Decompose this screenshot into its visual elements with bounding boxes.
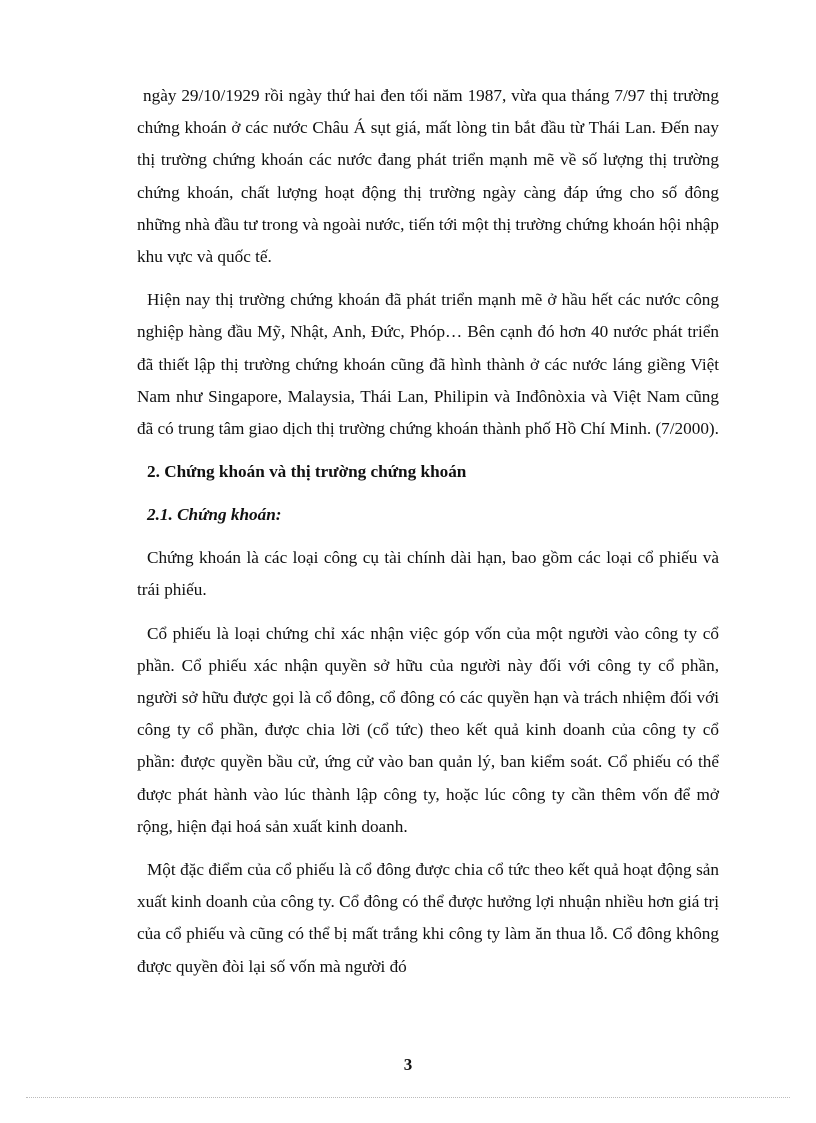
paragraph-shares-characteristics: Một đặc điểm của cổ phiếu là cổ đông được chia cổ tức theo kết quả hoạt động sản xuất kinh doanh của công ty. Cổ đông có thể được hưởng lợi nhuận nhiều hơn giá trị của cổ phiếu và cũng có thể bị mất trắng khi công ty làm ăn thua lỗ. Cổ đông không được quyền đòi lại số vốn mà người đó bbox=[137, 860, 719, 976]
document-body bbox=[137, 80, 719, 994]
paragraph-shares-definition: Cổ phiếu là loại chứng chỉ xác nhận việc góp vốn của một người vào công ty cổ phần. Cổ phiếu xác nhận quyền sở hữu của người này đối với công ty cổ phần, người sở hữu được gọi là cổ đông, cổ đông có các quyền hạn và trách nhiệm đối với công ty cổ phần, được chia lời (cổ tức) theo kết quả kinh doanh của công ty cổ phần: được quyền bầu cử, ứng cử vào ban quản lý, ban kiểm soát. Cổ phiếu có thể được phát hành vào lúc thành lập công ty, hoặc lúc công ty cần thêm vốn để mở rộng, hiện đại hoá sản xuất kinh doanh. bbox=[137, 623, 719, 836]
paragraph-stock-market-development: Hiện nay thị trường chứng khoán đã phát triển mạnh mẽ ở hầu hết các nước công nghiệp hàng đầu Mỹ, Nhật, Anh, Đức, Phóp… Bên cạnh đó hơn 40 nước phát triển đã thiết lập thị trường chứng khoán cũng đã hình thành ở các nước láng giềng Việt Nam như Singapore, Malaysia, Thái Lan, Philipin và Inđônòxia và Việt Nam cũng đã có trung tâm giao dịch thị trường chứng khoán thành phố Hồ Chí Minh. (7/2000). bbox=[137, 290, 719, 439]
section-heading: 2. Chứng khoán và thị trường chứng khoán bbox=[147, 462, 467, 482]
subsection-heading: 2.1. Chứng khoán: bbox=[147, 505, 282, 525]
page-number: 3 bbox=[403, 1055, 413, 1074]
page-bottom-border bbox=[26, 1097, 790, 1098]
paragraph-securities-definition: Chứng khoán là các loại công cụ tài chính dài hạn, bao gồm các loại cổ phiếu và trái phiếu. bbox=[137, 548, 719, 600]
paragraph-stock-market-history: ngày 29/10/1929 rồi ngày thứ hai đen tối năm 1987, vừa qua tháng 7/97 thị trường chứng khoán ở các nước Châu Á sụt giá, mất lòng tin bắt đầu từ Thái Lan. Đến nay thị trường chứng khoán các nước đang phát triển mạnh mẽ về số lượng thị trường chứng khoán, chất lượng hoạt động thị trường ngày càng đáp ứng cho số đông những nhà đầu tư trong và ngoài nước, tiến tới một thị trường chứng khoán hội nhập khu vực và quốc tế. bbox=[137, 86, 719, 267]
